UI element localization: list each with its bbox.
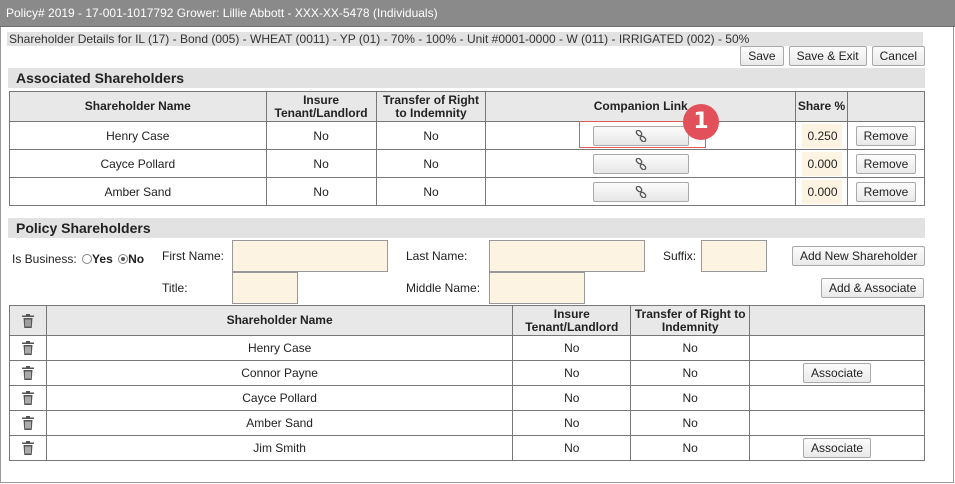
is-business-group — [12, 252, 144, 266]
action-cell — [847, 178, 924, 206]
table-row — [10, 336, 925, 361]
share-input[interactable]: 0.250 — [802, 124, 842, 148]
associate-button[interactable]: Associate — [803, 363, 871, 383]
remove-button[interactable]: Remove — [856, 154, 917, 174]
save-button[interactable]: Save — [740, 46, 783, 66]
share-input[interactable]: 0.000 — [802, 180, 842, 204]
associated-shareholders-table — [9, 91, 925, 206]
policy-shareholders-heading: Policy Shareholders — [8, 218, 925, 238]
share-cell — [796, 150, 848, 178]
action-cell — [750, 436, 925, 461]
col-actions — [847, 92, 924, 122]
link-icon — [635, 186, 647, 198]
col-insure-tenant: Insure Tenant/Landlord — [266, 92, 376, 122]
share-cell — [796, 178, 848, 206]
action-cell — [847, 150, 924, 178]
shareholder-name: Cayce Pollard — [46, 386, 512, 411]
delete-cell — [10, 336, 47, 361]
shareholder-name: Jim Smith — [46, 436, 512, 461]
link-icon — [635, 130, 647, 142]
last-name-field[interactable] — [489, 240, 645, 272]
shareholder-name: Amber Sand — [46, 411, 512, 436]
delete-cell — [10, 361, 47, 386]
is-business-label: Is Business: — [12, 252, 77, 266]
action-cell — [847, 122, 924, 150]
policy-shareholders-table — [9, 305, 925, 461]
transfer-value: No — [631, 436, 750, 461]
table-row — [10, 411, 925, 436]
action-cell — [750, 336, 925, 361]
col-shareholder-name: Shareholder Name — [10, 92, 267, 122]
shareholder-name: Cayce Pollard — [10, 150, 267, 178]
cancel-button[interactable]: Cancel — [872, 46, 925, 66]
link-icon — [635, 158, 647, 170]
col-companion-link: Companion Link — [486, 92, 796, 122]
title-field[interactable] — [232, 272, 298, 304]
insure-value: No — [513, 386, 631, 411]
add-associate-button[interactable]: Add & Associate — [821, 278, 924, 298]
table-row — [10, 150, 925, 178]
trash-icon[interactable] — [22, 341, 34, 355]
companion-link-cell — [486, 178, 796, 206]
insure-value: No — [513, 411, 631, 436]
shareholder-name: Henry Case — [10, 122, 267, 150]
first-name-field[interactable] — [232, 240, 388, 272]
title-label: Title: — [162, 281, 188, 295]
no-label: No — [128, 252, 145, 266]
share-input[interactable]: 0.000 — [802, 152, 842, 176]
companion-link-button[interactable] — [593, 154, 689, 174]
companion-link-cell — [486, 122, 796, 150]
insure-value: No — [266, 150, 376, 178]
suffix-field[interactable] — [701, 240, 767, 272]
table-row — [10, 122, 925, 150]
middle-name-field[interactable] — [489, 272, 585, 304]
transfer-value: No — [631, 386, 750, 411]
insure-value: No — [266, 178, 376, 206]
associate-button[interactable]: Associate — [803, 438, 871, 458]
table-row — [10, 386, 925, 411]
share-cell — [796, 122, 848, 150]
insure-value: No — [513, 361, 631, 386]
trash-icon — [22, 314, 34, 328]
remove-button[interactable]: Remove — [856, 126, 917, 146]
trash-icon[interactable] — [22, 441, 34, 455]
transfer-value: No — [631, 361, 750, 386]
shareholder-details-line: Shareholder Details for IL (17) - Bond (005) - WHEAT (0011) - YP (01) - 70% - 100% - Unit #0001-0000 - W (011) - IRRIGATED (002) - 50% — [7, 32, 923, 46]
col-insure-tenant: Insure Tenant/Landlord — [513, 306, 631, 336]
is-business-no-radio[interactable] — [118, 254, 128, 264]
action-cell — [750, 361, 925, 386]
transfer-value: No — [631, 411, 750, 436]
yes-label: Yes — [92, 252, 113, 266]
shareholder-name: Amber Sand — [10, 178, 267, 206]
transfer-value: No — [376, 150, 486, 178]
col-shareholder-name: Shareholder Name — [46, 306, 512, 336]
associated-shareholders-heading: Associated Shareholders — [8, 68, 925, 88]
toolbar — [740, 46, 925, 66]
trash-icon[interactable] — [22, 366, 34, 380]
delete-cell — [10, 436, 47, 461]
shareholder-name: Connor Payne — [46, 361, 512, 386]
transfer-value: No — [376, 122, 486, 150]
insure-value: No — [513, 436, 631, 461]
companion-link-button[interactable] — [593, 126, 689, 146]
suffix-label: Suffix: — [663, 249, 697, 263]
add-new-shareholder-button[interactable]: Add New Shareholder — [792, 246, 925, 266]
remove-button[interactable]: Remove — [856, 182, 917, 202]
step-marker: 1 — [683, 104, 719, 140]
transfer-value: No — [631, 336, 750, 361]
shareholder-name: Henry Case — [46, 336, 512, 361]
companion-link-button[interactable] — [593, 182, 689, 202]
delete-cell — [10, 411, 47, 436]
table-row — [10, 436, 925, 461]
col-transfer-right: Transfer of Right to Indemnity — [631, 306, 750, 336]
companion-link-cell — [486, 150, 796, 178]
delete-cell — [10, 386, 47, 411]
table-row — [10, 178, 925, 206]
col-transfer-right: Transfer of Right to Indemnity — [376, 92, 486, 122]
insure-value: No — [266, 122, 376, 150]
transfer-value: No — [376, 178, 486, 206]
col-share-percent: Share % — [796, 92, 848, 122]
action-cell — [750, 411, 925, 436]
last-name-label: Last Name: — [406, 249, 468, 263]
col-delete — [10, 306, 47, 336]
save-exit-button[interactable]: Save & Exit — [789, 46, 867, 66]
middle-name-label: Middle Name: — [406, 281, 481, 295]
first-name-label: First Name: — [162, 249, 225, 263]
table-row — [10, 361, 925, 386]
action-cell — [750, 386, 925, 411]
trash-icon[interactable] — [22, 416, 34, 430]
col-actions — [750, 306, 925, 336]
is-business-yes-radio[interactable] — [82, 254, 92, 264]
trash-icon[interactable] — [22, 391, 34, 405]
insure-value: No — [513, 336, 631, 361]
window-title: Policy# 2019 - 17-001-1017792 Grower: Lillie Abbott - XXX-XX-5478 (Individuals) — [0, 0, 955, 27]
